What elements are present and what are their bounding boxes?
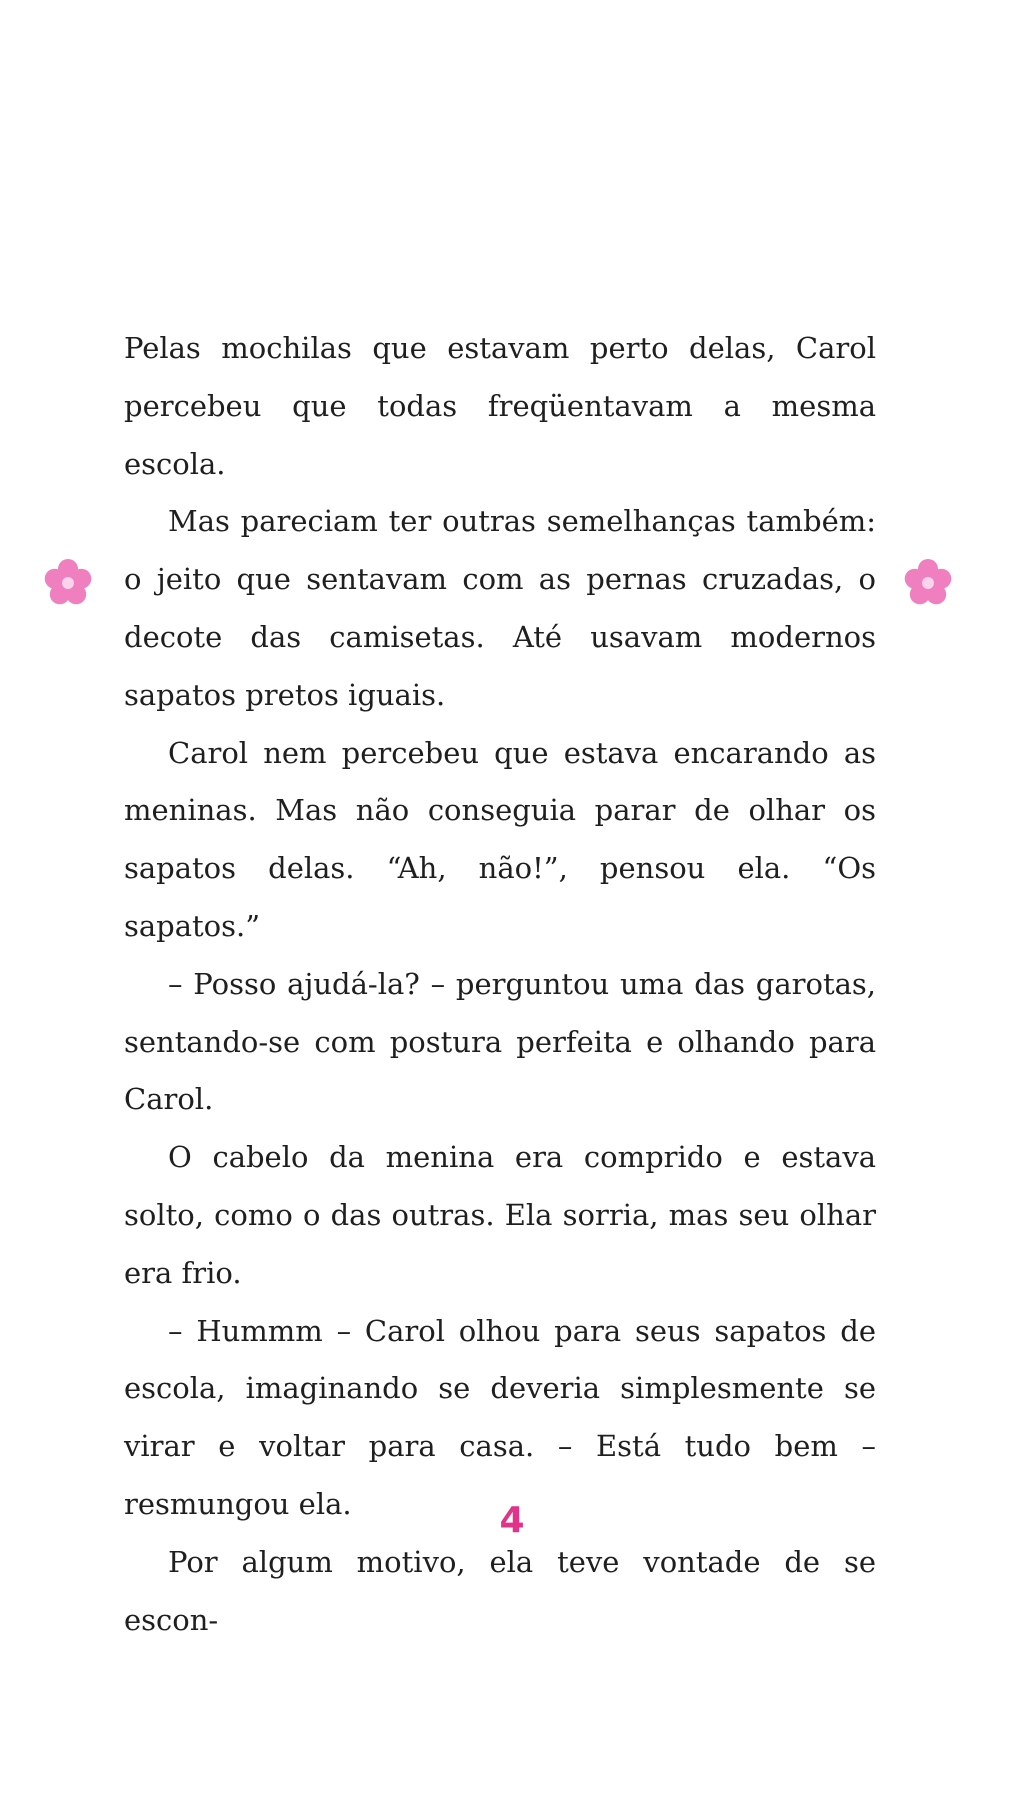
paragraph: Por algum motivo, ela teve vontade de se escon- — [124, 1544, 876, 1637]
paragraph: Pelas mochilas que estavam perto delas, Carol percebeu que todas freqüentavam a mesma escola. — [124, 331, 876, 481]
page-number: 4 — [499, 1500, 525, 1541]
paragraph: O cabelo da menina era comprido e estava solto, como o das outras. Ela sorria, mas seu olhar era frio. — [124, 1140, 876, 1290]
body-text — [124, 320, 876, 1649]
paragraph: – Posso ajudá-la? – perguntou uma das garotas, sentando-se com postura perfeita e olhando para Carol. — [124, 966, 876, 1117]
paragraph: – Hummm – Carol olhou para seus sapatos de escola, imaginando se deveria simplesmente se virar e voltar para casa. – Está tudo bem – resmungou ela. — [124, 1313, 876, 1521]
paragraph: Carol nem percebeu que estava encarando as meninas. Mas não conseguia parar de olhar os sapatos delas. “Ah, não!”, pensou ela. “Os sapatos.” — [124, 735, 876, 943]
flower-icon — [42, 557, 94, 609]
flower-icon — [902, 557, 954, 609]
paragraph: Mas pareciam ter outras semelhanças também: o jeito que sentavam com as pernas cruzadas, o decote das camisetas. Até usavam modernos sapatos pretos iguais. — [124, 504, 876, 712]
